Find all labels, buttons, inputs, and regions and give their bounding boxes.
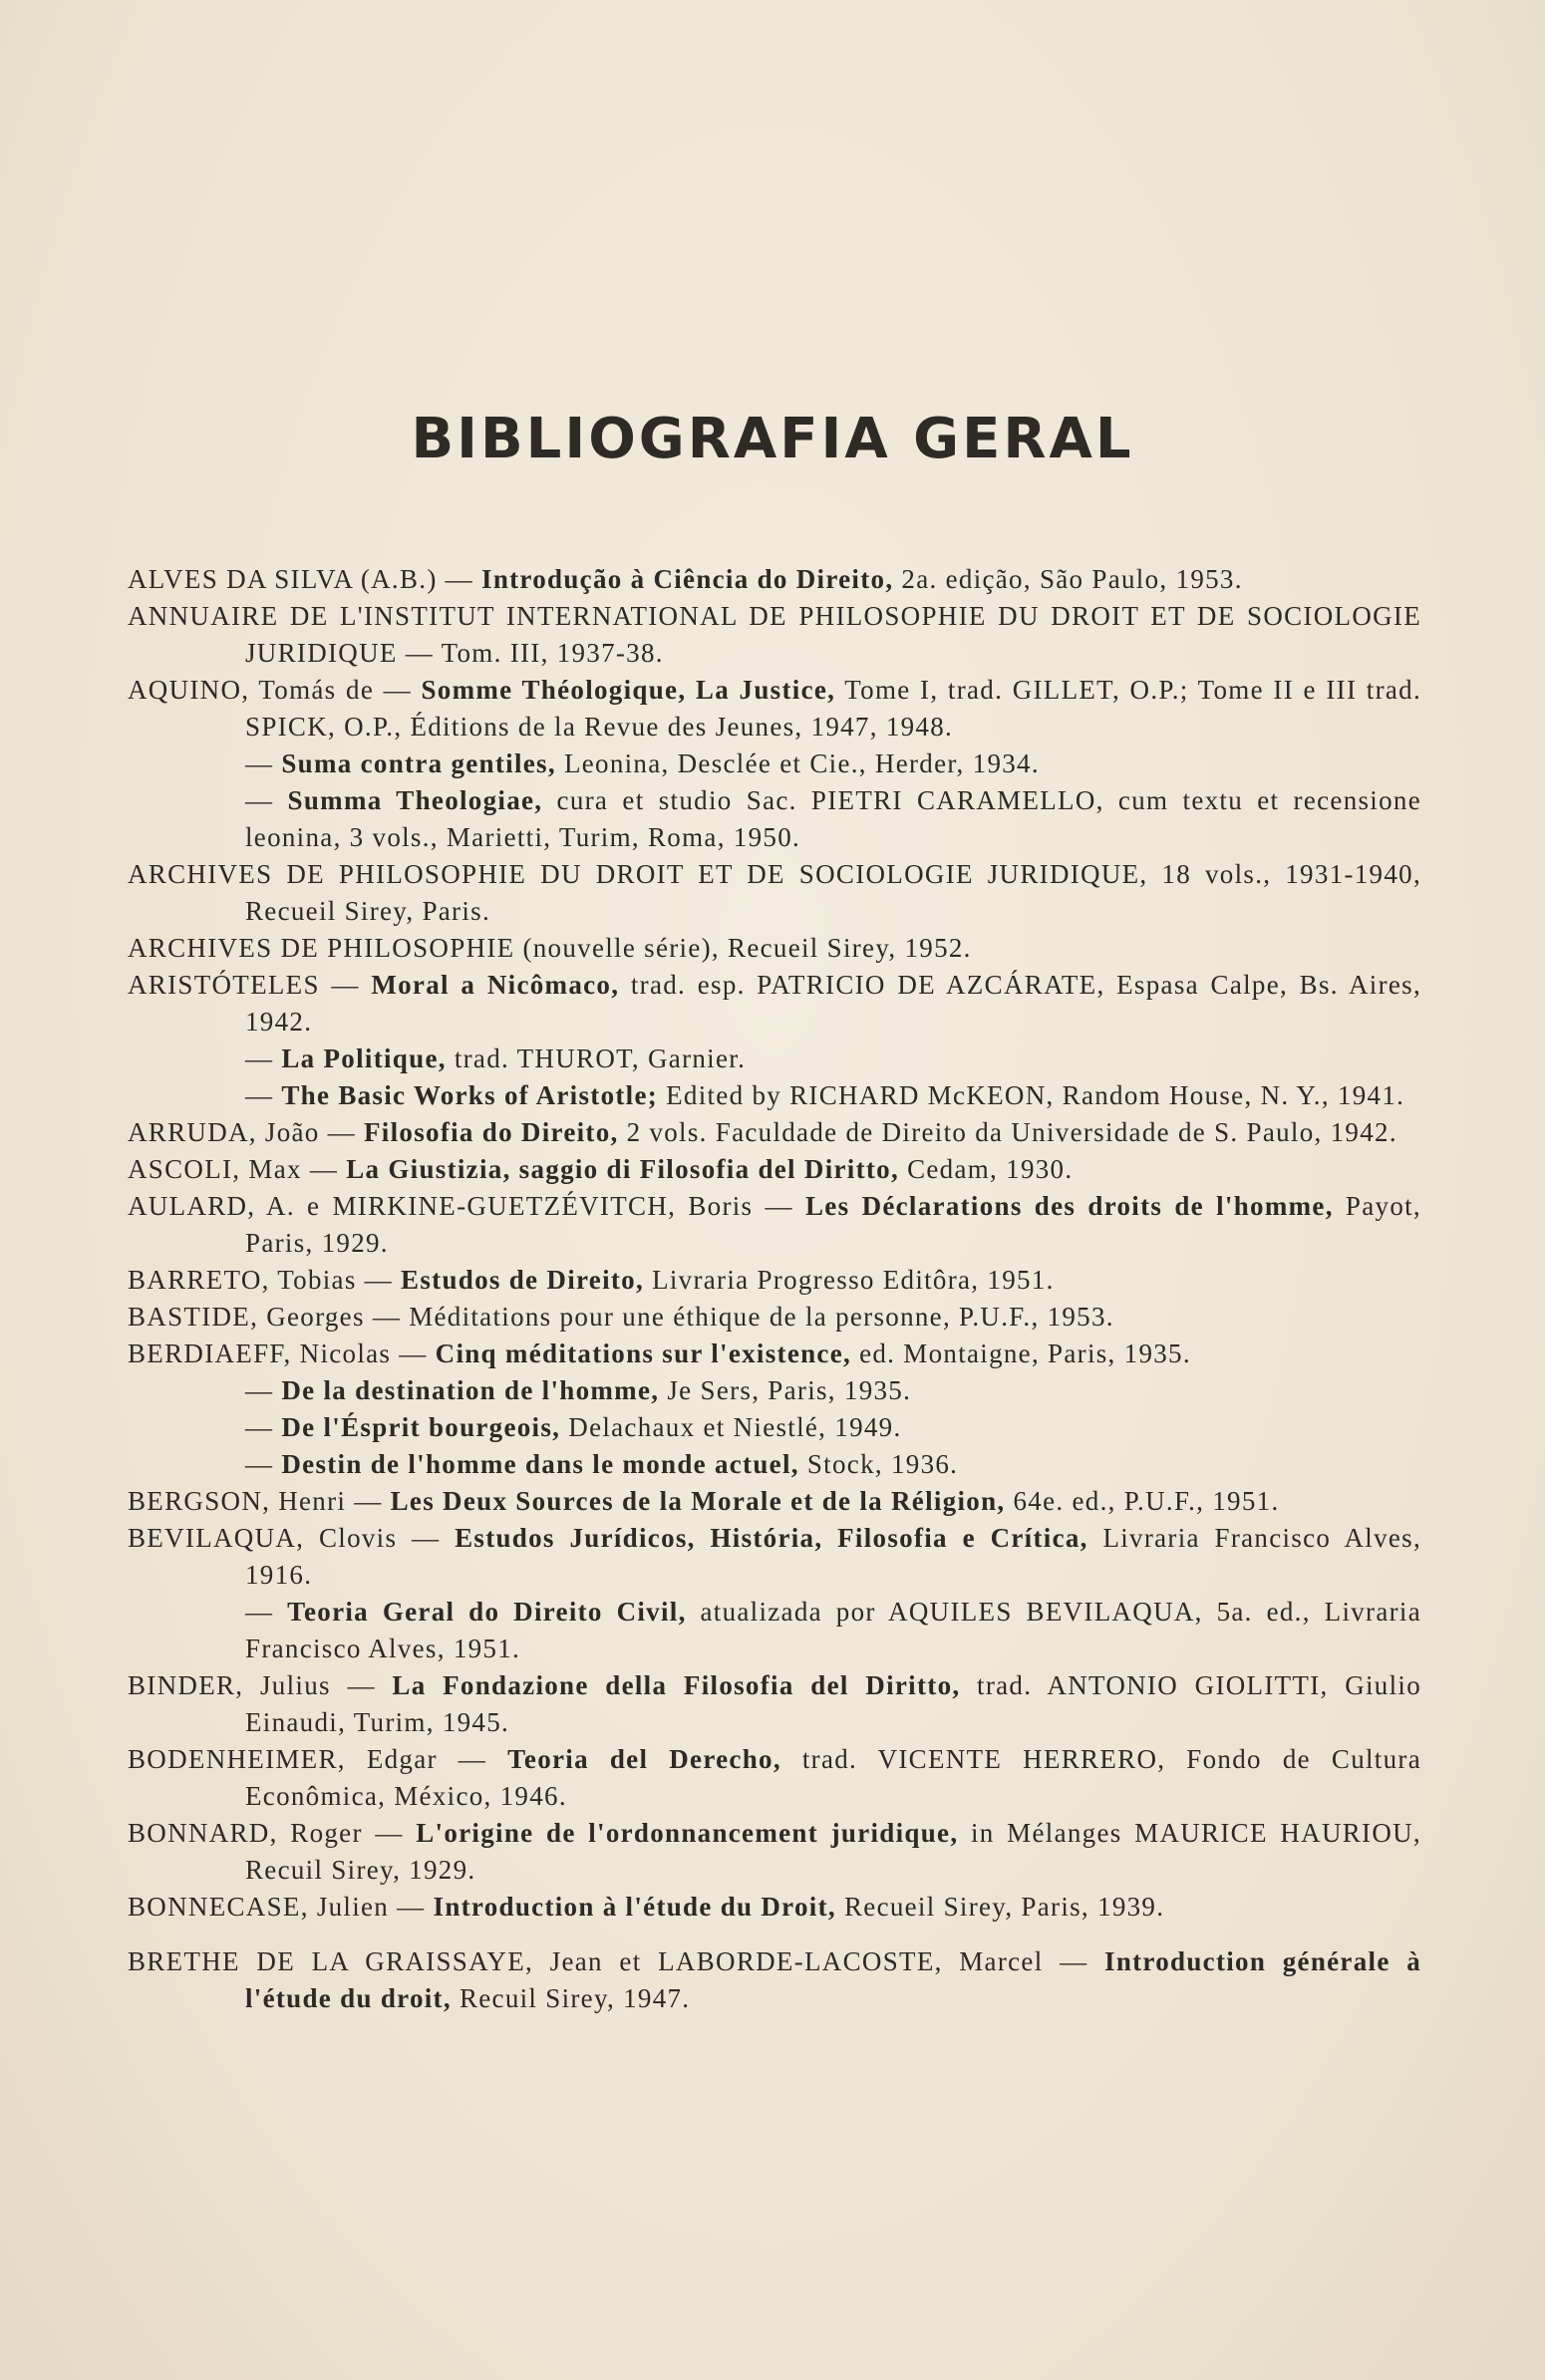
bibliography-entry [128, 561, 1421, 598]
page-title: BIBLIOGRAFIA GERAL [411, 407, 1134, 471]
entry-publication-details: Recuil Sirey, 1947. [451, 1983, 691, 2013]
entry-author: ARISTÓTELES — [128, 970, 372, 1000]
entry-author: ARRUDA, João — [128, 1117, 365, 1147]
bibliography-entry [128, 598, 1421, 672]
entry-title: Moral a Nicômaco, [371, 970, 620, 1000]
entry-author: ALVES DA SILVA (A.B.) — [128, 564, 482, 594]
entry-title: L'origine de l'ordonnancement juridique, [416, 1818, 959, 1848]
entry-author: — [245, 1375, 282, 1405]
entry-author: — [245, 748, 282, 778]
entry-publication-details: Livraria Progresso Editôra, 1951. [644, 1265, 1055, 1295]
bibliography-list [128, 561, 1421, 2017]
bibliography-entry [128, 1943, 1421, 2017]
entry-author: BARRETO, Tobias — [128, 1265, 402, 1295]
entry-author: BEVILAQUA, Clovis — [128, 1523, 456, 1553]
entry-publication-details: Recueil Sirey, Paris, 1939. [835, 1892, 1165, 1922]
bibliography-entry [128, 1483, 1421, 1520]
entry-publication-details: 2 vols. Faculdade de Direito da Universidade de S. Paulo, 1942. [618, 1117, 1397, 1147]
entry-publication-details: trad. VICENTE HERRERO, Fondo de Cultura Econômica, México, 1946. [245, 1744, 1421, 1811]
entry-title: La Fondazione della Filosofia del Diritto, [392, 1670, 961, 1700]
entry-publication-details: trad. esp. PATRICIO DE AZCÁRATE, Espasa Calpe, Bs. Aires, 1942. [245, 970, 1421, 1037]
entry-publication-details: Leonina, Desclée et Cie., Herder, 1934. [555, 748, 1040, 778]
bibliography-entry [128, 1889, 1421, 1926]
bibliography-entry [128, 1151, 1421, 1188]
bibliography-entry [128, 856, 1421, 930]
bibliography-entry [128, 1815, 1421, 1889]
entry-author: ASCOLI, Max — [128, 1154, 347, 1184]
entry-title: Cinq méditations sur l'existence, [435, 1339, 852, 1368]
bibliography-entry [128, 1188, 1421, 1262]
entry-author: BRETHE DE LA GRAISSAYE, Jean et LABORDE-LACOSTE, Marcel — [128, 1946, 1105, 1976]
entry-author: ARCHIVES DE PHILOSOPHIE (nouvelle série), Recueil Sirey, 1952. [128, 933, 972, 963]
entry-author: — [245, 1043, 282, 1073]
bibliography-sub-entry [128, 1372, 1421, 1409]
entry-publication-details: Je Sers, Paris, 1935. [659, 1375, 912, 1405]
entry-publication-details: Livraria Francisco Alves, 1916. [245, 1523, 1422, 1590]
entry-author: BODENHEIMER, Edgar — [128, 1744, 508, 1774]
entry-author: ARCHIVES DE PHILOSOPHIE DU DROIT ET DE SOCIOLOGIE JURIDIQUE, 18 vols., 1931-1940, Recueil Sirey, Paris. [128, 859, 1421, 926]
bibliography-sub-entry [128, 782, 1421, 856]
entry-title: Filosofia do Direito, [364, 1117, 619, 1147]
entry-title: Introduction générale à l'étude du droit, [245, 1946, 1421, 2013]
bibliography-entry [128, 1667, 1421, 1741]
entry-title: Les Deux Sources de la Morale et de la Réligion, [390, 1486, 1006, 1516]
entry-author: ANNUAIRE DE L'INSTITUT INTERNATIONAL DE PHILOSOPHIE DU DROIT ET DE SOCIOLOGIE JURIDIQUE — Tom. III, 1937-38. [128, 601, 1421, 668]
entry-publication-details: atualizada por AQUILES BEVILAQUA, 5a. ed., Livraria Francisco Alves, 1951. [245, 1597, 1421, 1663]
entry-publication-details: in Mélanges MAURICE HAURIOU, Recuil Sirey, 1929. [245, 1818, 1421, 1885]
bibliography-entry [128, 967, 1421, 1041]
entry-title: De la destination de l'homme, [281, 1375, 660, 1405]
entry-author: BONNECASE, Julien — [128, 1892, 434, 1922]
entry-author: BASTIDE, Georges — [128, 1302, 410, 1332]
entry-author: AQUINO, Tomás de — [128, 675, 422, 705]
entry-author: — [245, 1080, 282, 1110]
entry-author: BONNARD, Roger — [128, 1818, 417, 1848]
bibliography-entry [128, 1114, 1421, 1151]
bibliography-sub-entry [128, 1409, 1421, 1446]
entry-title: Introdução à Ciência do Direito, [481, 564, 894, 594]
entry-author: — [245, 1449, 282, 1479]
entry-publication-details: Tome I, trad. GILLET, O.P.; Tome II e III trad. SPICK, O.P., Éditions de la Revue des Jeunes, 1947, 1948. [245, 675, 1421, 742]
entry-publication-details: Méditations pour une éthique de la personne, P.U.F., 1953. [409, 1302, 1114, 1332]
bibliography-entry [128, 1262, 1421, 1299]
bibliography-sub-entry [128, 745, 1421, 782]
entry-title: La Politique, [281, 1043, 447, 1073]
entry-publication-details: Stock, 1936. [798, 1449, 959, 1479]
entry-publication-details: Delachaux et Niestlé, 1949. [560, 1412, 902, 1442]
entry-author: BERGSON, Henri — [128, 1486, 391, 1516]
entry-author: — [245, 1412, 282, 1442]
entry-title: The Basic Works of Aristotle; [281, 1080, 659, 1110]
entry-author: — [245, 785, 288, 815]
entry-publication-details: ed. Montaigne, Paris, 1935. [851, 1339, 1191, 1368]
entry-publication-details: 2a. edição, São Paulo, 1953. [893, 564, 1243, 594]
entry-publication-details: Payot, Paris, 1929. [245, 1191, 1421, 1258]
entry-title: Teoria Geral do Direito Civil, [287, 1597, 687, 1627]
entry-title: Destin de l'homme dans le monde actuel, [281, 1449, 799, 1479]
bibliography-entry [128, 1741, 1421, 1815]
entry-author: BINDER, Julius — [128, 1670, 393, 1700]
entry-publication-details: Edited by RICHARD McKEON, Random House, N. Y., 1941. [658, 1080, 1405, 1110]
entry-publication-details: 64e. ed., P.U.F., 1951. [1005, 1486, 1280, 1516]
bibliography-entry [128, 672, 1421, 745]
entry-title: De l'Ésprit bourgeois, [281, 1412, 561, 1442]
bibliography-entry [128, 1299, 1421, 1336]
bibliography-entry [128, 1336, 1421, 1372]
entry-publication-details: trad. ANTONIO GIOLITTI, Giulio Einaudi, Turim, 1945. [245, 1670, 1421, 1737]
entry-title: Introduction à l'étude du Droit, [433, 1892, 836, 1922]
entry-title: Estudos Jurídicos, História, Filosofia e Crítica, [455, 1523, 1088, 1553]
bibliography-sub-entry [128, 1594, 1421, 1667]
entry-title: Teoria del Derecho, [507, 1744, 781, 1774]
entry-title: Les Déclarations des droits de l'homme, [805, 1191, 1334, 1221]
entry-publication-details: Cedam, 1930. [899, 1154, 1074, 1184]
entry-publication-details: trad. THUROT, Garnier. [446, 1043, 747, 1073]
entry-title: Summa Theologiae, [287, 785, 543, 815]
bibliography-entry [128, 1520, 1421, 1594]
bibliography-entry [128, 930, 1421, 967]
entry-author: — [245, 1597, 288, 1627]
entry-author: BERDIAEFF, Nicolas — [128, 1339, 436, 1368]
bibliography-sub-entry [128, 1041, 1421, 1077]
entry-title: Suma contra gentiles, [281, 748, 556, 778]
entry-title: Estudos de Direito, [401, 1265, 645, 1295]
bibliography-sub-entry [128, 1077, 1421, 1114]
entry-publication-details: cura et studio Sac. PIETRI CARAMELLO, cum textu et recensione leonina, 3 vols., Marietti, Turim, Roma, 1950. [245, 785, 1421, 852]
entry-title: La Giustizia, saggio di Filosofia del Diritto, [346, 1154, 900, 1184]
entry-title: Somme Théologique, La Justice, [421, 675, 836, 705]
bibliography-sub-entry [128, 1446, 1421, 1483]
entry-author: AULARD, A. e MIRKINE-GUETZÉVITCH, Boris — [128, 1191, 805, 1221]
